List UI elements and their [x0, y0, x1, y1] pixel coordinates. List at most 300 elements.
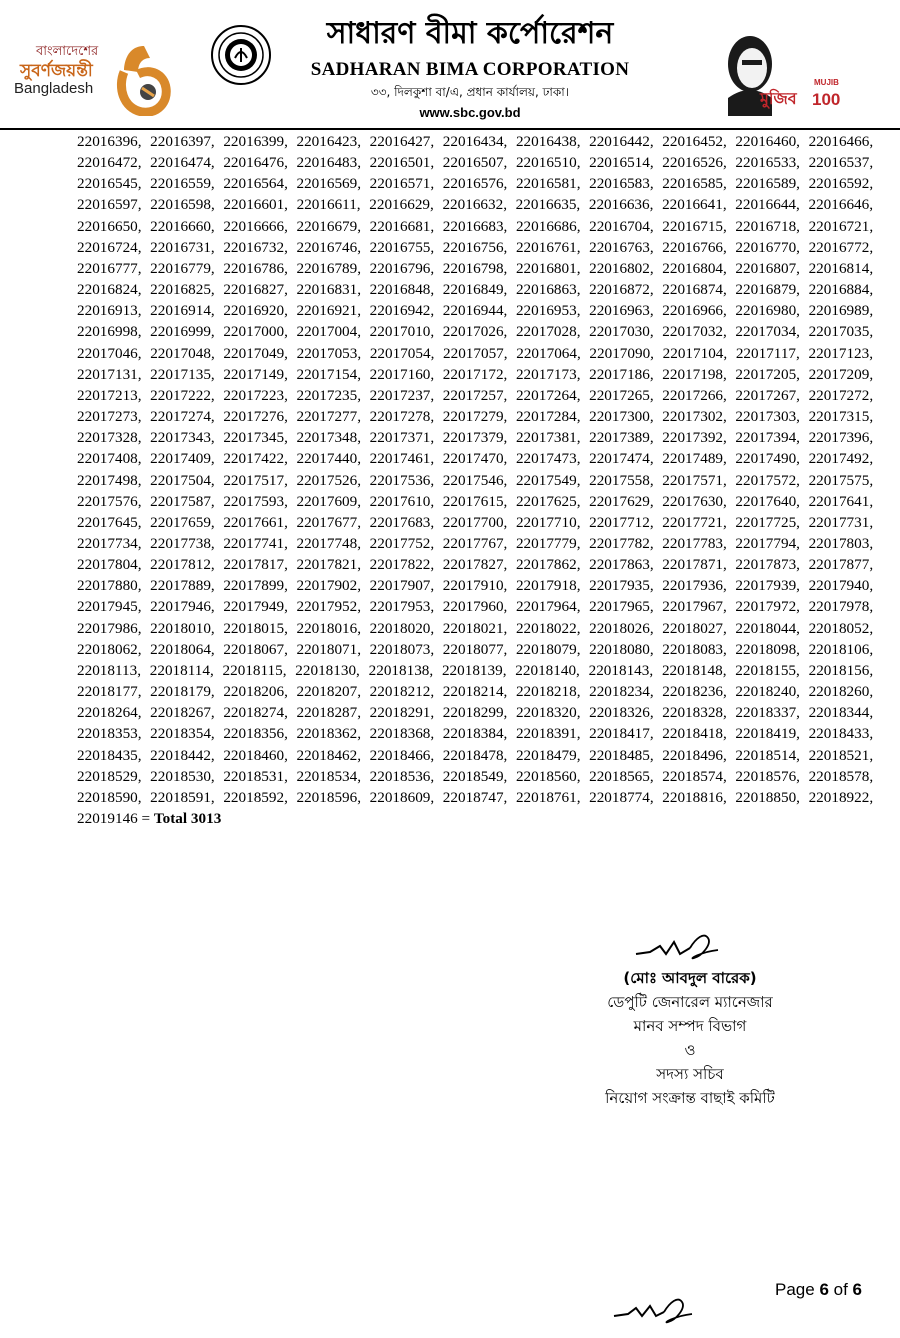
sbc-seal-icon [210, 24, 272, 86]
roll-number: 22017064 [516, 344, 577, 362]
roll-number: 22017379 [442, 429, 504, 447]
roll-number: 22018130 [295, 661, 357, 679]
roll-number: 22017677 [296, 513, 358, 531]
roll-number: 22018747 [442, 788, 504, 806]
roll-number: 22017223 [223, 386, 285, 404]
roll-number: 22017972 [735, 598, 797, 616]
roll-number: 22017030 [589, 323, 650, 341]
roll-number: 22018214 [442, 683, 504, 701]
roll-number: 22016611 [296, 196, 357, 214]
roll-number: 22016472 [77, 154, 138, 172]
roll-number: 22017284 [515, 408, 577, 426]
roll-number: 22016660 [150, 217, 211, 235]
roll-number: 22017209 [808, 365, 870, 383]
roll-number: 22016814 [808, 259, 870, 277]
roll-number: 22018114 [149, 661, 210, 679]
roll-number: 22016601 [223, 196, 285, 214]
roll-number: 22018274 [223, 704, 285, 722]
roll-number: 22016755 [369, 238, 431, 256]
roll-number: 22017000 [223, 323, 285, 341]
roll-number: 22018514 [735, 746, 797, 764]
letterhead [0, 0, 900, 130]
roll-number: 22016483 [296, 154, 358, 172]
roll-number: 22017952 [296, 598, 358, 616]
roll-number: 22018240 [735, 683, 797, 701]
roll-number: 22017409 [150, 450, 211, 468]
roll-number: 22017936 [662, 577, 723, 595]
roll-number: 22018560 [515, 767, 577, 785]
roll-number: 22016399 [223, 133, 285, 150]
roll-number: 22017949 [223, 598, 285, 616]
roll-number: 22016537 [808, 154, 870, 172]
roll-number: 22018052 [808, 619, 870, 637]
roll-number: 22016583 [589, 175, 650, 193]
roll-number: 22016874 [662, 281, 723, 299]
jubilee-text-line2: সুবর্ণজয়ন্তী [20, 61, 93, 80]
roll-number: 22018156 [808, 661, 870, 679]
roll-number: 22017010 [369, 323, 431, 341]
roll-number: 22018466 [369, 746, 431, 764]
roll-number: 22016849 [442, 281, 504, 299]
roll-number: 22017273 [77, 408, 138, 426]
roll-number: 22017871 [662, 556, 723, 574]
roll-number: 22018384 [442, 725, 504, 743]
signatory-committee: নিয়োগ সংক্রান্ত বাছাই কমিটি [605, 1089, 775, 1107]
roll-number: 22017517 [223, 471, 285, 489]
roll-number: 22018139 [441, 661, 503, 679]
roll-number: 22017710 [515, 513, 577, 531]
roll-number: 22017863 [589, 556, 650, 574]
signatory-designation: ডেপুটি জেনারেল ম্যানেজার [607, 993, 773, 1011]
roll-number: 22017587 [150, 492, 211, 510]
roll-number: 22017049 [223, 344, 285, 362]
roll-number: 22018291 [369, 704, 431, 722]
mujib-borsho-logo [716, 28, 846, 116]
roll-number: 22016770 [735, 238, 797, 256]
roll-number: 22017131 [77, 365, 138, 383]
roll-number: 22016848 [369, 281, 431, 299]
roll-number: 22018433 [808, 725, 870, 743]
roll-number: 22017945 [77, 598, 138, 616]
roll-number: 22017609 [296, 492, 358, 510]
roll-number: 22017461 [369, 450, 431, 468]
roll-number: 22018155 [735, 661, 797, 679]
roll-number: 22017389 [589, 429, 650, 447]
roll-number: 22016635 [515, 196, 577, 214]
roll-number: 22017821 [296, 556, 358, 574]
roll-number: 22017734 [77, 534, 138, 552]
roll-number: 22017135 [150, 365, 211, 383]
roll-number: 22017862 [515, 556, 577, 574]
roll-number: 22018021 [442, 619, 504, 637]
roll-number: 22016636 [588, 196, 650, 214]
roll-number: 22017610 [369, 492, 431, 510]
roll-number: 22016746 [296, 238, 358, 256]
roll-number: 22017549 [515, 471, 577, 489]
roll-number: 22018207 [296, 683, 358, 701]
roll-number: 22018113 [77, 661, 138, 679]
roll-number: 22016641 [662, 196, 723, 214]
roll-number: 22016732 [223, 238, 285, 256]
roll-number: 22017812 [150, 556, 211, 574]
roll-number: 22018609 [369, 788, 431, 806]
roll-number: 22017889 [150, 577, 211, 595]
roll-number: 22016721 [808, 217, 870, 235]
roll-number: 22017953 [369, 598, 431, 616]
roll-number: 22016966 [662, 302, 723, 320]
roll-number: 22018419 [735, 725, 797, 743]
roll-number: 22017053 [296, 344, 358, 362]
roll-number: 22016831 [296, 281, 358, 299]
roll-number: 22016589 [735, 175, 797, 193]
roll-number: 22017034 [735, 323, 797, 341]
roll-number: 22017149 [223, 365, 285, 383]
roll-number: 22018077 [442, 640, 504, 658]
header-divider [0, 128, 900, 130]
roll-number: 22016989 [808, 302, 870, 320]
roll-number: 22018287 [296, 704, 358, 722]
roll-number: 22017935 [589, 577, 650, 595]
roll-number: 22016802 [589, 259, 650, 277]
roll-number: 22018044 [735, 619, 797, 637]
signatory-department: মানব সম্পদ বিভাগ [633, 1017, 747, 1035]
roll-number: 22017640 [735, 492, 797, 510]
roll-number: 22017186 [589, 365, 650, 383]
roll-number: 22018062 [77, 640, 138, 658]
roll-number: 22018179 [150, 683, 211, 701]
roll-number: 22018080 [589, 640, 650, 658]
roll-number: 22017964 [515, 598, 577, 616]
roll-number: 22016884 [808, 281, 870, 299]
roll-number: 22017057 [443, 344, 504, 362]
roll-number: 22017752 [369, 534, 431, 552]
roll-number: 22016798 [442, 259, 504, 277]
roll-number: 22016686 [515, 217, 577, 235]
roll-number: 22017572 [735, 471, 797, 489]
roll-number: 22017817 [223, 556, 285, 574]
roll-number: 22017490 [735, 450, 797, 468]
roll-number: 22017946 [150, 598, 211, 616]
roll-number: 22016761 [515, 238, 577, 256]
roll-number: 22016501 [369, 154, 431, 172]
roll-number: 22017571 [662, 471, 723, 489]
roll-number: 22017902 [296, 577, 358, 595]
roll-number: 22016650 [77, 217, 138, 235]
roll-number: 22017266 [662, 386, 723, 404]
roll-number: 22016913 [77, 302, 138, 320]
roll-number: 22018417 [589, 725, 650, 743]
roll-number: 22018576 [735, 767, 797, 785]
roll-number: 22016507 [442, 154, 504, 172]
roll-number: 22018083 [662, 640, 723, 658]
roll-number: 22016980 [735, 302, 797, 320]
roll-number: 22018460 [223, 746, 285, 764]
roll-number: 22018565 [589, 767, 650, 785]
roll-number: 22017090 [589, 344, 651, 362]
roll-number: 22017641 [808, 492, 870, 510]
roll-number: 22016872 [589, 281, 650, 299]
roll-number: 22018479 [515, 746, 577, 764]
page-prefix: Page [775, 1280, 820, 1299]
roll-number: 22018536 [369, 767, 431, 785]
roll-number: 22018140 [515, 661, 577, 679]
roll-number: 22016466 [808, 133, 870, 150]
roll-number: 22017004 [296, 323, 358, 341]
roll-number: 22016438 [515, 133, 577, 150]
signatory-name: (মোঃ আবদুল বারেক) [623, 969, 757, 987]
roll-number: 22018015 [223, 619, 285, 637]
roll-number: 22017422 [223, 450, 285, 468]
roll-number: 22018236 [662, 683, 723, 701]
roll-number: 22017659 [150, 513, 211, 531]
roll-number: 22017277 [296, 408, 358, 426]
roll-number: 22017328 [77, 429, 138, 447]
roll-number: 22018177 [77, 683, 138, 701]
roll-number: 22016724 [77, 238, 138, 256]
roll-number: 22017315 [808, 408, 870, 426]
roll-number: 22016789 [296, 259, 358, 277]
roll-number: 22016629 [369, 196, 430, 214]
roll-number: 22018234 [589, 683, 650, 701]
roll-number: 22017546 [442, 471, 504, 489]
roll-number: 22017629 [589, 492, 650, 510]
roll-number: 22018435 [77, 746, 138, 764]
page-total: 6 [852, 1280, 862, 1299]
roll-number: 22017235 [296, 386, 358, 404]
roll-number: 22017700 [442, 513, 504, 531]
total-separator: = [141, 810, 154, 827]
roll-number: 22018391 [515, 725, 577, 743]
signature-block [560, 928, 820, 1110]
roll-number: 22018549 [442, 767, 504, 785]
roll-number: 22018816 [662, 788, 723, 806]
roll-number: 22017967 [662, 598, 723, 616]
roll-number: 22016731 [150, 238, 211, 256]
roll-number: 22016825 [150, 281, 211, 299]
roll-number: 22017343 [150, 429, 211, 447]
roll-number: 22017827 [442, 556, 504, 574]
roll-number: 22017498 [77, 471, 138, 489]
roll-number: 22018264 [77, 704, 138, 722]
roll-number: 22018850 [735, 788, 797, 806]
roll-number: 22018596 [296, 788, 358, 806]
roll-number: 22018326 [589, 704, 650, 722]
roll-number: 22018761 [515, 788, 577, 806]
roll-number: 22016963 [589, 302, 650, 320]
roll-number: 22016666 [223, 217, 285, 235]
roll-number: 22016474 [150, 154, 211, 172]
roll-number: 22018328 [662, 704, 723, 722]
roll-number: 22017172 [442, 365, 504, 383]
roll-number: 22017630 [662, 492, 723, 510]
roll-number: 22016510 [515, 154, 577, 172]
roll-numbers: 22016396, 22016397, 22016399, 22016423, 22016427, 22016434, 22016438, 22016442, 22016452, 22016460, 22016466, 22016472, 22016474, 22016476, 22016483, 22016501, 22016507, 22016510, 22016514, 22016526, 22016533, 22016537, 22016545, 22016559, 22016564, 22016569, 22016571, 22016576, 22016581, 22016583, 22016585, 22016589, 22016592, 22016597, 22016598, 22016601, 22016611, 22016629, 22016632, 22016635, 22016636, 22016641, 22016644, 22016646, 22016650, 22016660, 22016666, 22016679, 22016681, 22016683, 22016686, 22016704, 22016715, 22016718, 22016721, 22016724, 22016731, 22016732, 22016746, 22016755, 22016756, 22016761, 22016763, 22016766, 22016770, 22016772, 22016777, 22016779, 22016786, 22016789, 22016796, 22016798, 22016801, 22016802, 22016804, 22016807, 22016814, 22016824, 22016825, 22016827, 22016831, 22016848, 22016849, 22016863, 22016872, 22016874, 22016879, 22016884, 22016913, 22016914, 22016920, 22016921, 22016942, 22016944, 22016953, 22016963, 22016966, 22016980, 22016989, 22016998, 22016999, 22017000, 22017004, 22017010, 22017026, 22017028, 22017030, 22017032, 22017034, 22017035, 22017046, 22017048, 22017049, 22017053, 22017054, 22017057, 22017064, 22017090, 22017104, 22017117, 22017123, 22017131, 22017135, 22017149, 22017154, 22017160, 22017172, 22017173, 22017186, 22017198, 22017205, 22017209, 22017213, 22017222, 22017223, 22017235, 22017237, 22017257, 22017264, 22017265, 22017266, 22017267, 22017272, 22017273, 22017274, 22017276, 22017277, 22017278, 22017279, 22017284, 22017300, 22017302, 22017303, 22017315, 22017328, 22017343, 22017345, 22017348, 22017371, 22017379, 22017381, 22017389, 22017392, 22017394, 22017396, 22017408, 22017409, 22017422, 22017440, 22017461, 22017470, 22017473, 22017474, 22017489, 22017490, 22017492, 22017498, 22017504, 22017517, 22017526, 22017536, 22017546, 22017549, 22017558, 22017571, 22017572, 22017575, 22017576, 22017587, 22017593, 22017609, 22017610, 22017615, 22017625, 22017629, 22017630, 22017640, 22017641, 22017645, 22017659, 22017661, 22017677, 22017683, 22017700, 22017710, 22017712, 22017721, 22017725, 22017731, 22017734, 22017738, 22017741, 22017748, 22017752, 22017767, 22017779, 22017782, 22017783, 22017794, 22017803, 22017804, 22017812, 22017817, 22017821, 22017822, 22017827, 22017862, 22017863, 22017871, 22017873, 22017877, 22017880, 22017889, 22017899, 22017902, 22017907, 22017910, 22017918, 22017935, 22017936, 22017939, 22017940, 22017945, 22017946, 22017949, 22017952, 22017953, 22017960, 22017964, 22017965, 22017967, 22017972, 22017978, 22017986, 22018010, 22018015, 22018016, 22018020, 22018021, 22018022, 22018026, 22018027, 22018044, 22018052, 22018062, 22018064, 22018067, 22018071, 22018073, 22018077, 22018079, 22018080, 22018083, 22018098, 22018106, 22018113, 22018114, 22018115, 22018130, 22018138, 22018139, 22018140, 22018143, 22018148, 22018155, 22018156, 22018177, 22018179, 22018206, 22018207, 22018212, 22018214, 22018218, 22018234, 22018236, 22018240, 22018260, 22018264, 22018267, 22018274, 22018287, 22018291, 22018299, 22018320, 22018326, 22018328, 22018337, 22018344, 22018353, 22018354, 22018356, 22018362, 22018368, 22018384, 22018391, 22018417, 22018418, 22018419, 22018433, 22018435, 22018442, 22018460, 22018462, 22018466, 22018478, 22018479, 22018485, 22018496, 22018514, 22018521, 22018529, 22018530, 22018531, 22018534, 22018536, 22018549, 22018560, 22018565, 22018574, 22018576, 22018578, 22018590, 22018591, 22018592, 22018596, 22018609, 22018747, 22018761, 22018774, 22018816, 22018850, 22018922, 22019146 [77, 133, 874, 827]
roll-number: 22016681 [369, 217, 431, 235]
roll-number: 22017748 [296, 534, 358, 552]
roll-number: 22017615 [442, 492, 504, 510]
roll-number: 22016592 [808, 175, 870, 193]
roll-number: 22018368 [369, 725, 431, 743]
roll-number: 22018418 [662, 725, 723, 743]
roll-number: 22018010 [150, 619, 211, 637]
roll-number: 22017237 [369, 386, 431, 404]
roll-number: 22018143 [588, 661, 650, 679]
roll-number: 22017205 [735, 365, 797, 383]
roll-number: 22017028 [515, 323, 577, 341]
roll-number: 22016824 [77, 281, 138, 299]
roll-number: 22016920 [223, 302, 285, 320]
roll-number: 22016704 [589, 217, 650, 235]
roll-number: 22017661 [223, 513, 285, 531]
roll-number: 22016545 [77, 175, 138, 193]
roll-number: 22016772 [808, 238, 870, 256]
roll-number: 22017396 [808, 429, 870, 447]
roll-number: 22017986 [77, 619, 138, 637]
roll-number: 22017725 [735, 513, 797, 531]
roll-number: 22017257 [442, 386, 504, 404]
roll-number: 22017873 [735, 556, 797, 574]
roll-number: 22017123 [808, 344, 870, 362]
roll-number: 22016442 [589, 133, 650, 150]
roll-number: 22016581 [515, 175, 577, 193]
roll-number: 22018067 [223, 640, 285, 658]
roll-number: 22016786 [223, 259, 285, 277]
roll-number: 22016998 [77, 323, 138, 341]
total-count: Total 3013 [153, 810, 222, 827]
roll-number: 22018073 [369, 640, 431, 658]
roll-number: 22017712 [589, 513, 650, 531]
roll-number: 22016564 [223, 175, 285, 193]
roll-number: 22018922 [808, 788, 870, 806]
roll-number: 22018106 [808, 640, 870, 658]
roll-number: 22018016 [296, 619, 358, 637]
roll-number: 22017794 [735, 534, 797, 552]
roll-number: 22018462 [296, 746, 358, 764]
roll-number: 22017576 [77, 492, 138, 510]
roll-number: 22017213 [77, 386, 138, 404]
golden-jubilee-logo [14, 40, 164, 120]
roll-number: 22017575 [808, 471, 870, 489]
roll-number: 22017939 [735, 577, 797, 595]
roll-number: 22018356 [223, 725, 285, 743]
roll-number: 22016779 [150, 259, 211, 277]
roll-number: 22017267 [735, 386, 797, 404]
roll-number: 22018574 [662, 767, 723, 785]
roll-number: 22016514 [589, 154, 650, 172]
roll-number: 22017731 [808, 513, 870, 531]
signatory-role: সদস্য সচিব [656, 1065, 724, 1083]
roll-number: 22016777 [77, 259, 138, 277]
roll-number: 22016921 [296, 302, 358, 320]
roll-number: 22018138 [368, 661, 430, 679]
page-number [775, 1280, 862, 1300]
mujib-100-text: 100 [812, 90, 841, 109]
roll-number: 22018026 [589, 619, 650, 637]
roll-number: 22016597 [77, 196, 138, 214]
roll-number: 22018590 [77, 788, 138, 806]
roll-number: 22017978 [808, 598, 870, 616]
roll-number: 22016863 [515, 281, 577, 299]
roll-number: 22017264 [515, 386, 577, 404]
roll-number: 22016807 [735, 259, 797, 277]
roll-number: 22016460 [735, 133, 797, 150]
roll-number: 22017489 [662, 450, 723, 468]
roll-number: 22017026 [442, 323, 504, 341]
roll-number: 22018534 [296, 767, 358, 785]
roll-number: 22017492 [808, 450, 870, 468]
roll-number: 22017154 [296, 365, 358, 383]
roll-number: 22017117 [735, 344, 797, 362]
roll-number: 22016427 [369, 133, 431, 150]
roll-number: 22017683 [369, 513, 431, 531]
roll-number: 22017877 [808, 556, 870, 574]
roll-number: 22017741 [223, 534, 285, 552]
roll-number: 22017536 [369, 471, 431, 489]
roll-number: 22017408 [77, 450, 138, 468]
roll-number: 22017625 [515, 492, 577, 510]
jubilee-text-line3: Bangladesh [14, 80, 94, 97]
roll-number: 22017279 [442, 408, 504, 426]
roll-number: 22017910 [442, 577, 504, 595]
roll-number: 22016796 [369, 259, 431, 277]
roll-number: 22018299 [442, 704, 504, 722]
organization-title [290, 14, 650, 122]
roll-number: 22017440 [296, 450, 358, 468]
roll-number: 22017473 [515, 450, 577, 468]
mujib-text-bangla: মুজিব [760, 89, 797, 108]
org-name-english: SADHARAN BIMA CORPORATION [310, 59, 630, 80]
roll-number: 22017738 [150, 534, 211, 552]
roll-number: 22018212 [369, 683, 431, 701]
roll-number: 22016569 [296, 175, 358, 193]
roll-number: 22017394 [735, 429, 797, 447]
roll-number: 22016718 [735, 217, 797, 235]
roll-number: 22018320 [515, 704, 577, 722]
roll-number: 22017558 [589, 471, 650, 489]
roll-number: 22016999 [150, 323, 211, 341]
roll-number: 22016914 [150, 302, 211, 320]
roll-number: 22017265 [589, 386, 650, 404]
roll-number: 22017345 [223, 429, 285, 447]
roll-number: 22016766 [662, 238, 723, 256]
org-website: www.sbc.gov.bd [419, 105, 521, 120]
roll-number: 22016526 [662, 154, 723, 172]
roll-number: 22018592 [223, 788, 285, 806]
roll-number: 22016763 [589, 238, 650, 256]
roll-number: 22016644 [735, 196, 797, 214]
roll-number: 22016827 [223, 281, 285, 299]
roll-number: 22017918 [515, 577, 577, 595]
roll-number: 22017032 [662, 323, 723, 341]
roll-number: 22017721 [662, 513, 723, 531]
roll-number: 22018115 [222, 661, 283, 679]
roll-number: 22017474 [589, 450, 650, 468]
roll-number: 22017173 [515, 365, 577, 383]
roll-number: 22016396 [77, 133, 138, 150]
roll-number: 22018774 [589, 788, 650, 806]
roll-number: 22018485 [589, 746, 650, 764]
roll-number-list [77, 131, 873, 829]
signatory-conjunction: ও [684, 1041, 696, 1059]
roll-number: 22018362 [296, 725, 358, 743]
roll-number: 22018353 [77, 725, 138, 743]
roll-number: 22016576 [442, 175, 504, 193]
roll-number: 22016646 [808, 196, 870, 214]
roll-number: 22017960 [442, 598, 504, 616]
roll-number: 22017272 [808, 386, 870, 404]
roll-number: 22017198 [662, 365, 723, 383]
roll-number: 22017274 [150, 408, 211, 426]
